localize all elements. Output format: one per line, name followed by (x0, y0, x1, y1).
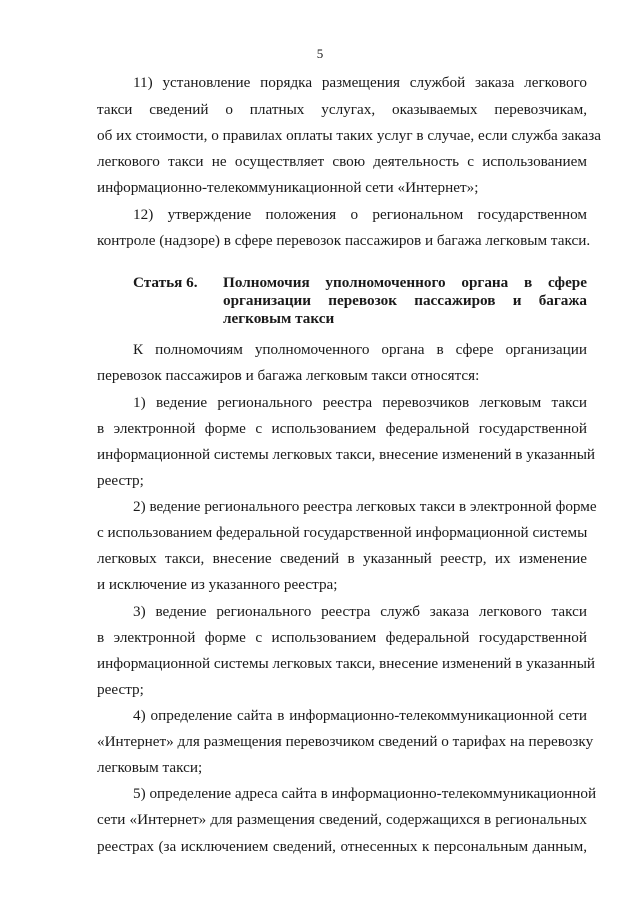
article-title-line: легковым такси (223, 310, 335, 327)
item-2-line: 2) ведение регионального реестра легковых такси в электронной форме (133, 498, 597, 515)
article-title-line: Полномочия уполномоченного органа в сфере (223, 274, 587, 291)
paragraph-11-line: об их стоимости, о правилах оплаты таких услуг в случае, если служба заказа (97, 127, 601, 144)
page-number: 5 (316, 46, 324, 61)
article-label: Статья 6. (133, 274, 198, 291)
item-3-line: 3) ведение регионального реестра служб заказа легкового такси (133, 603, 587, 620)
item-3-line: реестр; (97, 681, 144, 698)
item-1-line: реестр; (97, 472, 144, 489)
paragraph-11-line: такси сведений о платных услугах, оказываемых перевозчикам, (97, 101, 587, 118)
item-4-line: «Интернет» для размещения перевозчиком сведений о тарифах на перевозку (97, 733, 594, 750)
paragraph-11-line: информационно-телекоммуникационной сети «Интернет»; (97, 179, 479, 196)
item-1-line: информационной системы легковых такси, внесение изменений в указанный (97, 446, 596, 463)
intro-line: К полномочиям уполномоченного органа в сфере организации (133, 341, 587, 358)
article-title-line: организации перевозок пассажиров и багажа (223, 292, 587, 309)
item-2-line: с использованием федеральной государственной информационной системы (97, 524, 588, 541)
item-3-line: информационной системы легковых такси, внесение изменений в указанный (97, 655, 596, 672)
paragraph-12-line: контроле (надзоре) в сфере перевозок пассажиров и багажа легковым такси. (97, 232, 591, 249)
item-4-line: 4) определение сайта в информационно-телекоммуникационной сети (133, 707, 587, 724)
paragraph-11-line: 11) установление порядка размещения службой заказа легкового (133, 74, 587, 91)
item-4-line: легковым такси; (97, 759, 203, 776)
item-2-line: и исключение из указанного реестра; (97, 576, 338, 593)
paragraph-12-line: 12) утверждение положения о региональном государственном (133, 206, 587, 223)
item-3-line: в электронной форме с использованием федеральной государственной (97, 629, 587, 646)
item-1-line: 1) ведение регионального реестра перевозчиков легковым такси (133, 394, 587, 411)
item-2-line: легковых такси, внесение сведений в указанный реестр, их изменение (97, 550, 587, 567)
intro-line: перевозок пассажиров и багажа легковым такси относятся: (97, 367, 480, 384)
item-5-line: сети «Интернет» для размещения сведений, содержащихся в региональных (97, 811, 587, 828)
item-1-line: в электронной форме с использованием федеральной государственной (97, 420, 587, 437)
item-5-line: реестрах (за исключением сведений, отнесенных к персональным данным, (97, 838, 587, 855)
paragraph-11-line: легкового такси не осуществляет свою деятельность с использованием (97, 153, 587, 170)
item-5-line: 5) определение адреса сайта в информационно-телекоммуникационной (133, 785, 597, 802)
